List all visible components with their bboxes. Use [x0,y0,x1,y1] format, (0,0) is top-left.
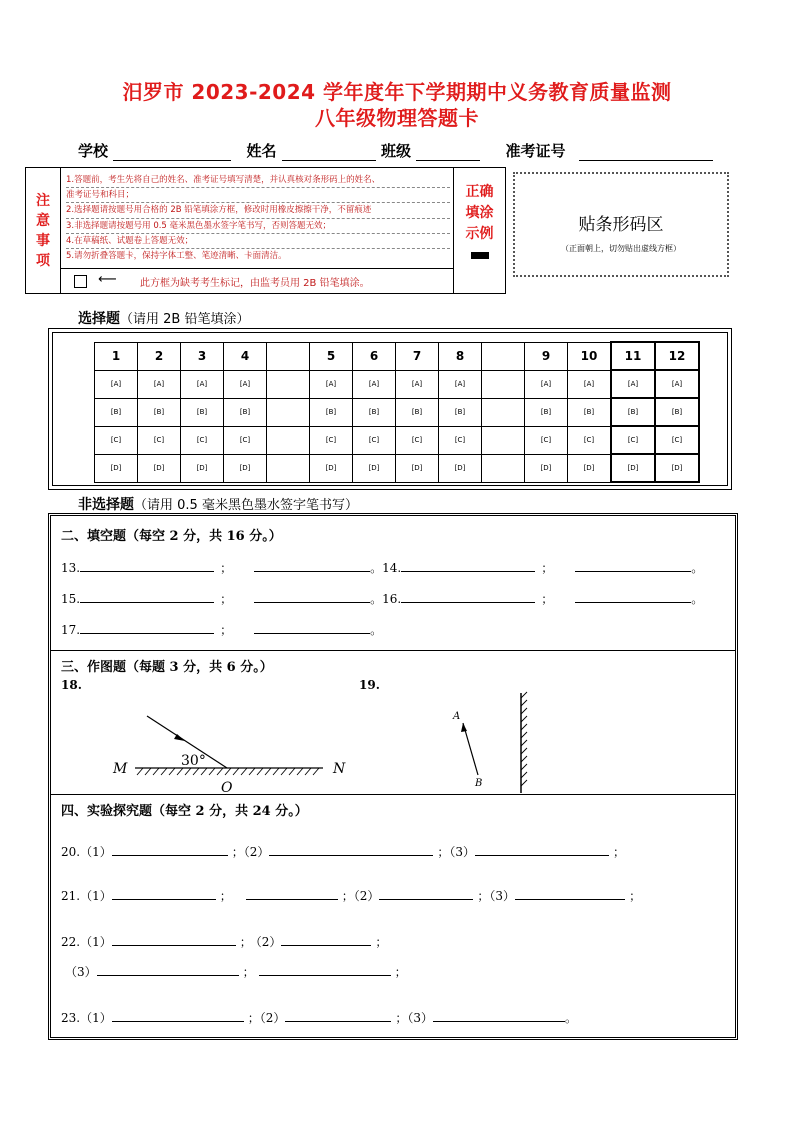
answer-row-22b: （3） ； ； [65,962,407,980]
option-bubble[interactable]: [B] [224,398,267,426]
svg-text:M: M [113,761,128,777]
question-number: 2 [138,342,181,370]
exp-heading: 四、实验探究题（每空 2 分，共 24 分。） [61,804,308,819]
fill-heading: 二、填空题（每空 2 分，共 16 分。） [61,529,282,544]
option-bubble[interactable]: [B] [525,398,568,426]
nonchoice-section-label: 非选择题（请用 0.5 毫米黑色墨水签字笔书写） [78,497,358,513]
q18-diagram[interactable] [101,701,361,796]
svg-text:B: B [475,778,483,789]
option-bubble[interactable]: [D] [181,454,224,482]
answer-line[interactable] [254,620,370,634]
question-number: 4 [224,342,267,370]
option-bubble[interactable]: [B] [655,398,699,426]
option-bubble[interactable]: [A] [138,370,181,398]
option-bubble[interactable]: [C] [525,426,568,454]
option-bubble[interactable]: [C] [396,426,439,454]
answer-line[interactable] [246,886,338,900]
answer-line[interactable] [259,962,391,976]
answer-line[interactable] [97,962,239,976]
class-label: 班级 [380,142,411,160]
question-number: 3 [181,342,224,370]
option-bubble[interactable]: [D] [224,454,267,482]
notice-label: 注 意 事 项 [26,168,61,293]
option-bubble[interactable]: [D] [611,454,655,482]
option-bubble[interactable]: [D] [568,454,612,482]
option-bubble[interactable]: [B] [310,398,353,426]
answer-row-20: 20.（1） ；（2） ；（3） ； [61,842,625,860]
answer-line[interactable] [80,558,214,572]
grid-spacer [482,342,525,370]
answer-line[interactable] [112,886,216,900]
name-label: 姓名 [246,142,277,160]
arrow-left-icon: ⟵ [98,272,117,287]
info-row [78,140,713,161]
answer-line[interactable] [379,886,473,900]
option-bubble[interactable]: [D] [353,454,396,482]
answer-row-17: 17. ； 。 [61,620,382,638]
option-bubble[interactable]: [D] [525,454,568,482]
svg-text:O: O [221,780,233,796]
option-bubble[interactable]: [C] [353,426,396,454]
option-bubble[interactable]: [B] [568,398,612,426]
grid-spacer [482,426,525,454]
answer-line[interactable] [254,558,370,572]
school-label: 学校 [78,142,109,160]
option-bubble[interactable]: [A] [525,370,568,398]
option-bubble[interactable]: [B] [611,398,655,426]
answer-line[interactable] [112,842,228,856]
filled-mark-icon [471,252,489,259]
class-field[interactable] [416,144,480,161]
q19-label: 19. [359,678,380,692]
option-bubble[interactable]: [B] [396,398,439,426]
barcode-area [513,172,729,277]
barcode-note: （正面朝上，切勿贴出虚线方框） [561,244,681,253]
answer-line[interactable] [515,886,625,900]
option-bubble[interactable]: [D] [310,454,353,482]
answer-row-21: 21.（1） ； ；（2） ；（3） ； [61,886,641,904]
barcode-title: 贴条形码区 [578,215,664,235]
answer-line[interactable] [475,842,609,856]
draw-heading: 三、作图题（每题 3 分，共 6 分。） [61,660,273,675]
school-field[interactable] [113,144,231,161]
choice-grid [94,341,700,483]
answer-area [48,513,738,1040]
option-bubble[interactable]: [B] [95,398,138,426]
option-bubble[interactable]: [C] [568,426,612,454]
option-bubble[interactable]: [B] [181,398,224,426]
answer-row-22a: 22.（1） ； （2） ； [61,932,387,950]
answer-row-15-16: 15. ； 。16. ； 。 [61,589,703,607]
option-bubble[interactable]: [A] [568,370,612,398]
option-bubble[interactable]: [D] [138,454,181,482]
answer-row-23: 23.（1） ；（2） ；（3） 。 [61,1008,577,1026]
exam-number-field[interactable] [579,144,713,161]
section-divider [51,794,735,795]
question-number: 12 [655,342,699,370]
option-bubble[interactable]: [A] [353,370,396,398]
choice-section-label: 选择题（请用 2B 铅笔填涂） [78,311,250,327]
option-bubble[interactable]: [A] [95,370,138,398]
fill-example: 正确 填涂 示例 [453,168,505,293]
absent-checkbox[interactable] [74,275,87,288]
option-bubble[interactable]: [A] [181,370,224,398]
answer-row-13-14: 13. ； 。14. ； 。 [61,558,703,576]
svg-text:N: N [333,761,346,777]
q18-label: 18. [61,678,82,692]
page-subtitle: 八年级物理答题卡 [315,106,479,130]
question-number: 1 [95,342,138,370]
exam-number-label: 准考证号 [505,142,566,160]
question-number: 10 [568,342,612,370]
q19-diagram[interactable] [441,688,541,798]
grid-spacer [267,342,310,370]
option-bubble[interactable]: [A] [310,370,353,398]
option-bubble[interactable]: [C] [655,426,699,454]
option-bubble[interactable]: [B] [353,398,396,426]
option-bubble[interactable]: [D] [439,454,482,482]
grid-spacer [482,370,525,398]
option-bubble[interactable]: [D] [396,454,439,482]
option-bubble[interactable]: [C] [181,426,224,454]
answer-line[interactable] [575,558,691,572]
question-number: 8 [439,342,482,370]
answer-line[interactable] [112,1008,244,1022]
option-bubble[interactable]: [C] [439,426,482,454]
option-bubble[interactable]: [C] [95,426,138,454]
answer-line[interactable] [254,589,370,603]
option-bubble[interactable]: [A] [655,370,699,398]
grid-spacer [267,370,310,398]
option-bubble[interactable]: [D] [95,454,138,482]
answer-line[interactable] [401,589,535,603]
absent-row [60,268,453,295]
question-number: 6 [353,342,396,370]
page-title: 汨罗市 2023-2024 学年度年下学期期中义务教育质量监测 [122,80,672,104]
answer-line[interactable] [401,558,535,572]
answer-line[interactable] [269,842,433,856]
answer-line[interactable] [281,932,371,946]
grid-spacer [267,454,310,482]
grid-spacer [482,454,525,482]
option-bubble[interactable]: [A] [439,370,482,398]
notice-box [25,167,506,294]
answer-line[interactable] [575,589,691,603]
name-field[interactable] [282,144,376,161]
option-bubble[interactable]: [A] [396,370,439,398]
question-number: 5 [310,342,353,370]
option-bubble[interactable]: [C] [224,426,267,454]
grid-spacer [482,398,525,426]
svg-text:A: A [453,711,461,722]
notice-text: 1.答题前，考生先将自己的姓名、准考证号填写清楚，并认真核对条形码上的姓名、 准考证号和科目； 2.选择题请按题号用合格的 2B 铅笔填涂方框，修改时用橡皮擦擦干净，不留痕迹 3.非选择题请按题号用 0.5 毫米黑色墨水签字笔书写，否则答题无效； 4.在草稿纸、试题卷上答题无效； 5.请勿折叠答题卡，保持字体工整、笔迹清晰、卡面清洁。 [66,173,450,263]
answer-line[interactable] [80,589,214,603]
section-divider [51,650,735,651]
option-bubble[interactable]: [A] [224,370,267,398]
absent-text: 此方框为缺考考生标记，由监考员用 2B 铅笔填涂。 [140,278,370,289]
option-bubble[interactable]: [A] [611,370,655,398]
answer-line[interactable] [112,932,236,946]
option-bubble[interactable]: [B] [439,398,482,426]
question-number: 11 [611,342,655,370]
option-bubble[interactable]: [B] [138,398,181,426]
grid-spacer [267,426,310,454]
question-number: 7 [396,342,439,370]
svg-text:30°: 30° [181,753,206,769]
grid-spacer [267,398,310,426]
option-bubble[interactable]: [D] [655,454,699,482]
answer-line[interactable] [80,620,214,634]
answer-line[interactable] [285,1008,391,1022]
option-bubble[interactable]: [C] [138,426,181,454]
option-bubble[interactable]: [C] [611,426,655,454]
question-number: 9 [525,342,568,370]
option-bubble[interactable]: [C] [310,426,353,454]
answer-line[interactable] [433,1008,565,1022]
